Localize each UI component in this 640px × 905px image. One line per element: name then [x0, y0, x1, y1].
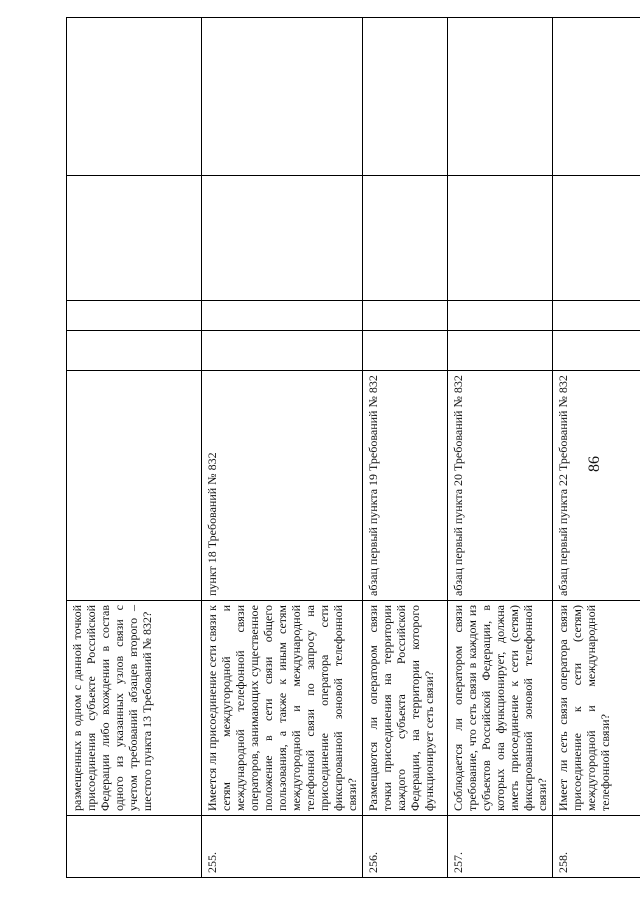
empty-cell [448, 331, 553, 371]
empty-cell [363, 301, 448, 331]
row-number: 257. [448, 816, 553, 878]
reference-text: абзац первый пункта 19 Требований № 832 [363, 371, 448, 601]
empty-cell [553, 18, 640, 176]
document-sheet [66, 18, 626, 878]
row-number: 256. [363, 816, 448, 878]
empty-cell [553, 176, 640, 301]
empty-cell [202, 331, 363, 371]
question-text: Имеет ли сеть связи оператора связи присоединение к сети (сетям) междугородной и международной телефонной связи? [553, 601, 640, 816]
empty-cell [448, 18, 553, 176]
reference-text: пункт 18 Требований № 832 [202, 371, 363, 601]
reference-text: абзац первый пункта 20 Требований № 832 [448, 371, 553, 601]
table-row [448, 18, 553, 878]
empty-cell [67, 301, 202, 331]
empty-cell [448, 301, 553, 331]
page-number: 86 [586, 456, 603, 472]
reference-text [67, 371, 202, 601]
table-row [202, 18, 363, 878]
question-text: размещенных в одном с данной точкой присоединения субъекте Российской Федерации либо вхождении в состав одного из указанных узлов связи с учетом требований абзацев второго – шестого пункта 13 Требований № 832? [67, 601, 202, 816]
row-number: 258. [553, 816, 640, 878]
empty-cell [363, 176, 448, 301]
empty-cell [202, 176, 363, 301]
empty-cell [363, 18, 448, 176]
reference-text: абзац первый пункта 22 Требований № 832 [553, 371, 640, 601]
row-number [67, 816, 202, 878]
question-text: Соблюдается ли оператором связи требование, что сеть связи в каждом из субъектов Российской Федерации, в которых она функционирует, должна иметь присоединение к сети (сетям) фиксированной зоновой телефонной связи? [448, 601, 553, 816]
table-row [553, 18, 640, 878]
row-number: 255. [202, 816, 363, 878]
table-row [363, 18, 448, 878]
empty-cell [67, 331, 202, 371]
empty-cell [553, 301, 640, 331]
empty-cell [67, 176, 202, 301]
table-row [67, 18, 202, 878]
checklist-table [66, 17, 640, 878]
empty-cell [363, 331, 448, 371]
empty-cell [448, 176, 553, 301]
empty-cell [202, 301, 363, 331]
question-text: Размещаются ли оператором связи точки присоединения на территории каждого субъекта Российской Федерации, на территории которого функционирует сеть связи? [363, 601, 448, 816]
question-text: Имеется ли присоединение сети связи к сетям междугородной и международной телефонной связи операторов, занимающих существенное положение в сети связи общего пользования, а также к иным сетям междугородной и международной телефонной связи по запросу на присоединение оператора сети фиксированной зоновой телефонной связи? [202, 601, 363, 816]
empty-cell [553, 331, 640, 371]
empty-cell [67, 18, 202, 176]
empty-cell [202, 18, 363, 176]
